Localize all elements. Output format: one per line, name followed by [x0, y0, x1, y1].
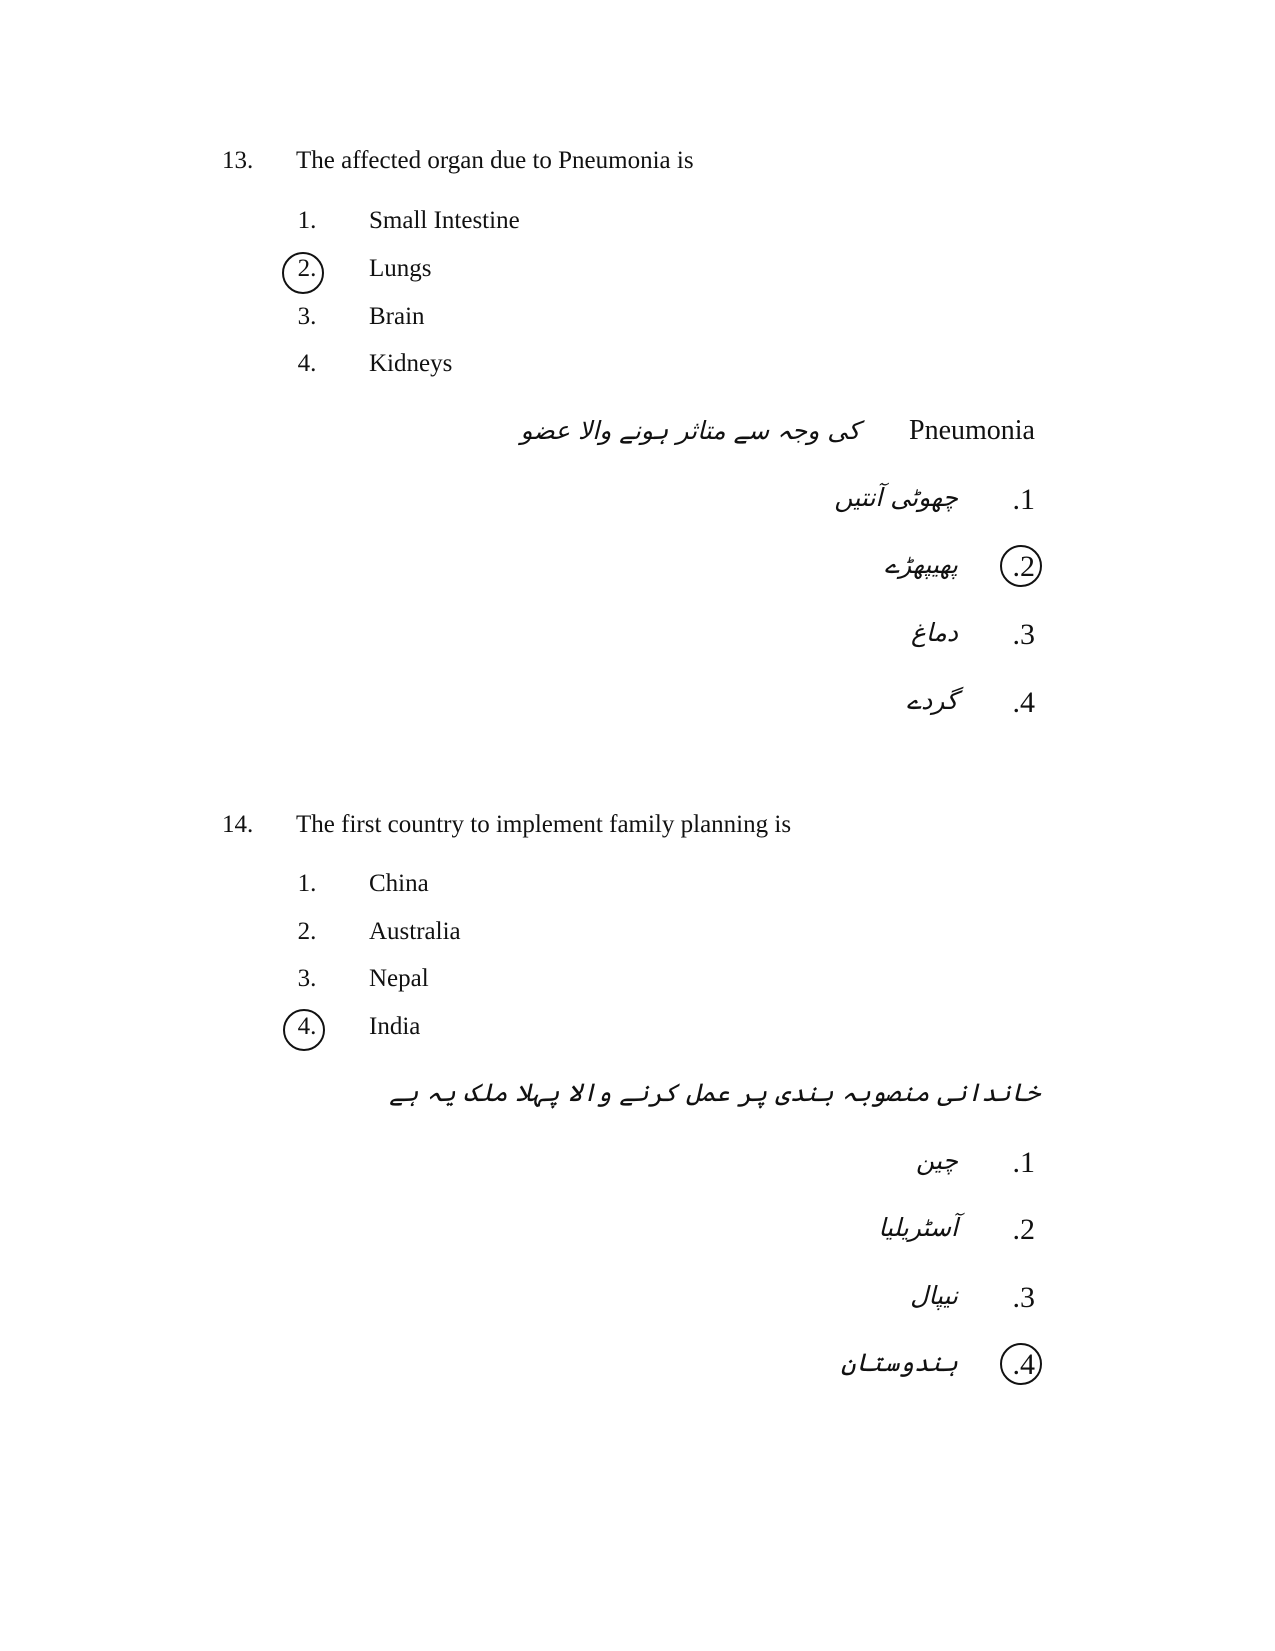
urdu-option-number: .4	[1012, 1348, 1035, 1381]
urdu-option-label: آسٹریلیا	[878, 1213, 958, 1242]
urdu-title-term: Pneumonia	[909, 415, 1035, 446]
option-label: India	[369, 1013, 421, 1040]
urdu-option-label: دماغ	[910, 618, 958, 647]
urdu-option-number: .3	[1012, 618, 1035, 651]
option-label: Kidneys	[369, 350, 453, 377]
option-label: Nepal	[369, 965, 429, 992]
option-number: 1.	[297, 207, 317, 234]
urdu-option-label: ہندوستان	[840, 1348, 958, 1377]
urdu-option-label: گردے	[906, 686, 958, 715]
urdu-option-number: .1	[1012, 1146, 1035, 1179]
urdu-question-text: کی وجہ سے متاثر ہونے والا عضو	[520, 416, 860, 445]
option-label: Brain	[369, 303, 425, 330]
option-number: 3.	[297, 965, 317, 992]
option-number: 2.	[297, 255, 317, 282]
urdu-option-label: چین	[915, 1146, 958, 1175]
option-label: Lungs	[369, 255, 432, 282]
question-number: 13.	[222, 147, 254, 174]
question-number: 14.	[222, 811, 254, 838]
option-number: 4.	[297, 350, 317, 377]
urdu-option-number: .3	[1012, 1281, 1035, 1314]
urdu-option-number: .2	[1012, 550, 1035, 583]
urdu-option-number: .2	[1012, 1213, 1035, 1246]
urdu-option-label: نیپال	[910, 1281, 958, 1310]
option-label: Small Intestine	[369, 207, 520, 234]
option-number: 3.	[297, 303, 317, 330]
urdu-option-label: پھیپھڑے	[884, 550, 958, 579]
option-number: 4.	[297, 1013, 317, 1040]
option-number: 1.	[297, 870, 317, 897]
urdu-option-label: چھوٹی آنتیں	[834, 483, 958, 512]
urdu-option-number: .1	[1012, 483, 1035, 516]
question-text: The first country to implement family planning is	[296, 811, 792, 838]
question-text: The affected organ due to Pneumonia is	[296, 147, 694, 174]
urdu-question-text: خاندانی منصوبہ بندی پر عمل کرنے والا پہلا ملک یہ ہے	[389, 1078, 1040, 1107]
option-label: China	[369, 870, 429, 897]
option-label: Australia	[369, 918, 461, 945]
urdu-option-number: .4	[1012, 686, 1035, 719]
option-number: 2.	[297, 918, 317, 945]
